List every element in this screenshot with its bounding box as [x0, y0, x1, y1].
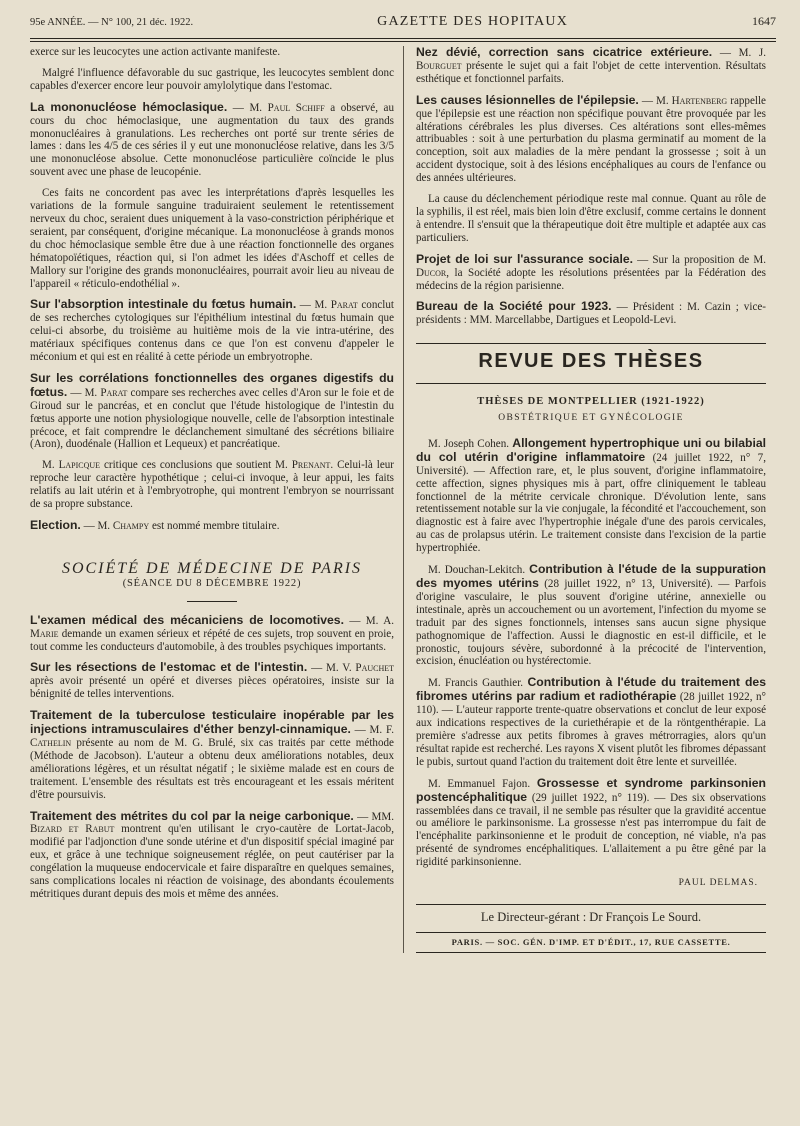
section-title: Nez dévié, correction sans cicatrice extérieure.	[416, 45, 713, 59]
section-title: La mononucléose hémoclasique.	[30, 99, 228, 114]
article-metrites: Traitement des métrites du col par la neige carbonique. — MM. Bizard et Rabut montrent qu'en utilisant le cryo-cautère de Lortat-Jacob, modifié par l'adjonction d'une sonde utérine et d'un dispositif spécial imaginé par eux, et grâce à une technique soigneusement réglée, on peut cautériser par la congélation la muqueuse endocervicale et faire disparaître en quelques semaines, sans complications locales ni réaction de voisinage, des abondants écoulements métritiques durant depuis des mois et même des années.	[30, 808, 395, 900]
paragraph: Ces faits ne concordent pas avec les interprétations d'après lesquelles les variations de la formule sanguine traduiraient seulement le retentissement nerveux du choc, seraient dues uniquement à la vaso-constriction périphérique et seraient, par conséquent, d'origine mécanique. La mononucléose à grands monos du choc hémoclasique semble être due à une réaction fonctionnelle des organes hématopoïétiques, réaction qui, si l'on admet les idées d'Aschoff et celles de Mallory sur l'origine des grands mononucléaires, pourrait avoir lieu au niveau de l'appareil « réticulo-endothélial ».	[30, 187, 394, 290]
article-bureau: Bureau de la Société pour 1923. — Président : M. Cazin ; vice-présidents : MM. Marcellabbe, Dartigues et Leopold-Levi.	[416, 299, 766, 327]
printer-imprint: PARIS. — SOC. GÉN. D'IMP. ET D'ÉDIT., 17, RUE CASSETTE.	[416, 932, 766, 953]
header-rule	[30, 38, 776, 39]
paragraph: Malgré l'influence défavorable du suc gastrique, les leucocytes semblent donc capables d'exercer encore leur pouvoir amylolytique dans l'estomac.	[30, 66, 394, 92]
thesis-entry: M. Douchan-Lekitch. Contribution à l'étude de la suppuration des myomes utérins (28 juillet 1922, n° 13, Université). — Parfois d'origine vasculaire, le plus souvent d'origine utérine, annexielle ou intestinale, après un accouchement ou un avortement, l'infection du myome se traduit par des signes fonctionnels, intenses sans aucun signe physique pathognomique de l'affection. Aussi le diagnostic en est-il difficile, et le pronostic, toujours sévère, subordonné à la précocité de l'intervention, excision, énucléation ou hystérectomie.	[416, 562, 767, 668]
article-absorption: Sur l'absorption intestinale du fœtus humain. — M. Parat conclut de ses recherches cytologiques sur l'épithélium intestinal du fœtus humain que celui-ci absorbe, du troisième au huitième mois de la vie intra-utérine, des matériaux spécifiques contenus dans ce que l'on est convenu d'appeler le méconium et qui est en réalité à cette période un embryotrophe.	[30, 297, 394, 364]
section-title: Les causes lésionnelles de l'épilepsie.	[416, 92, 639, 107]
article-tuberculose: Traitement de la tuberculose testiculaire inopérable par les injections intramusculaires d'éther benzyl-cinnamique. — M. F. Cathelin présente au nom de M. G. Brulé, six cas traités par cette méthode (Méthode de Jacobson). L'auteur a obtenu deux améliorations notables, deux améliorations légères, et un résultat négatif ; le sixième malade est en cours de traitement. L'ensemble des résultats est très encourageant et les essais méritent d'être poursuivis.	[30, 708, 395, 801]
thesis-title: Contribution à l'étude de la suppuration des myomes utérins	[416, 562, 766, 590]
author: M. Francis Gauthier.	[428, 677, 524, 690]
subheading: OBSTÉTRIQUE ET GYNÉCOLOGIE	[498, 413, 684, 424]
thesis-title: Contribution à l'étude du traitement des fibromes utérins par radium et radiothérapie	[416, 675, 766, 704]
author: M. Champy	[97, 520, 150, 532]
author: M. F. Cathelin	[30, 724, 395, 749]
article-mononucleose: La mononucléose hémoclasique. — M. Paul Schiff a observé, au cours du choc hémoclasique, une augmentation du taux des grands mononucléaires à granulations. Les recherches ont porté sur trente séries de lames : dans les 4/5 de ces séries il y eut une mononucléose relative, dans les 3/5 une mononucléose absolue. Cette mononucléose particulière coïncide le plus souvent avec une phase de leucopénie.	[30, 99, 394, 179]
section-title: Projet de loi sur l'assurance sociale.	[416, 251, 633, 266]
thesis-entry: M. Joseph Cohen. Allongement hypertrophique uni ou bilabial du col utérin d'origine inflammatoire (24 juillet 1922, n° 7, Université). — Affection rare, et, le plus souvent, d'origine inflammatoire, cette affection, signes physiques mis à part, offre cliniquement le tableau fonctionnel de la métrite cervicale chronique. D'évolution lente, sans retentissement notable sur la vie conjugale, la fécondité et l'accouchement, son diagnostic est à faire avec l'hypertrophie inégale d'une des parois cervicales, au cas de prolapsus utérin. Le traitement consiste dans l'excision de la partie hypertrophiée.	[416, 435, 766, 555]
two-column-body	[30, 46, 776, 953]
page-number: 1647	[752, 14, 776, 28]
article-resections: Sur les résections de l'estomac et de l'intestin. — M. V. Pauchet après avoir présenté un opéré et diverses pièces opératoires, insiste sur la bénignité de telles interventions.	[30, 660, 395, 701]
session-date: (SÉANCE DU 8 DÉCEMBRE 1922)	[122, 577, 302, 589]
left-column	[30, 46, 404, 953]
article-nez: Nez dévié, correction sans cicatrice extérieure. — M. J. Bourguet présente le sujet qui a fait l'objet de cette intervention. Résultats esthétique et fonctionnel parfaits.	[416, 45, 766, 85]
section-title: Traitement des métrites du col par la neige carbonique.	[30, 808, 354, 823]
section-title: Sur l'absorption intestinale du fœtus humain.	[30, 297, 297, 312]
issue-info: 95e ANNÉE. — N° 100, 21 déc. 1922.	[30, 17, 194, 28]
author: M. Douchan-Lekitch.	[428, 564, 526, 577]
author: Ducor,	[416, 266, 450, 279]
author: M. Paul Schiff	[249, 101, 325, 114]
thesis-title: Allongement hypertrophique uni ou bilabial du col utérin d'origine inflammatoire	[416, 435, 766, 464]
article-election: Election. — M. Champy est nommé membre titulaire.	[30, 518, 280, 532]
paragraph: exerce sur les leucocytes une action activante manifeste.	[30, 46, 281, 58]
right-column	[404, 46, 766, 953]
article-projet-loi: Projet de loi sur l'assurance sociale. — Sur la proposition de M. Ducor, la Société adopte les résolutions présentées par la Fédération des médecins de la région parisienne.	[416, 251, 766, 292]
thesis-title: Grossesse et syndrome parkinsonien postencéphalitique	[416, 775, 766, 804]
revue-title: REVUE DES THÈSES	[478, 350, 704, 373]
author: M. Hartenberg	[655, 94, 728, 107]
article-mecaniciens: L'examen médical des mécaniciens de locomotives. — M. A. Marie demande un examen sérieux et répété de ces sujets, trop souvent en proie, tout comme les conducteurs d'automobile, à des troubles psychiques importants.	[30, 612, 394, 653]
author: M. Lapicque	[42, 459, 101, 472]
section-title: Sur les résections de l'estomac et de l'intestin.	[30, 660, 308, 675]
thesis-entry: M. Francis Gauthier. Contribution à l'étude du traitement des fibromes utérins par radium et radiothérapie (28 juillet 1922, n° 110). — L'auteur rapporte trente-quatre observations et conclut de leur exposé aux indications respectives de la curiethérapie et de la röntgenthérapie. La première s'adresse aux petits fibromes à graves métrorragies, alors qu'un résultat rapide est recherché. Les rayons X visent plutôt les fibromes dépassant le pubis, surtout quand l'action du traitement doit être lente et surveillée.	[416, 675, 766, 768]
section-title: Traitement de la tuberculose testiculaire inopérable par les injections intramusculaires d'éther benzyl-cinnamique.	[30, 708, 394, 737]
author: MM. Bizard et Rabut	[30, 810, 395, 836]
section-title: Sur les corrélations fonctionnelles des organes digestifs du fœtus.	[30, 370, 394, 399]
article-correlations: Sur les corrélations fonctionnelles des organes digestifs du fœtus. — M. Parat compare ses recherches avec celles d'Aron sur le foie et de Giroud sur le pancréas, et en conclut que l'étude histologique de l'intestin du fœtus apporte une notion physiologique nouvelle, celle de l'absorption intestinale précoce, et fait comprendre le déclanchement simultané des sécrétions biliaire (Aron), duodénale (Hallion et Lequeux) et pancréatique.	[30, 370, 395, 451]
revue-banner	[416, 343, 766, 384]
running-header	[30, 14, 776, 36]
signature: PAUL DELMAS.	[678, 878, 758, 889]
author: M. J. Bourguet	[416, 47, 766, 72]
header-rule-thin	[30, 41, 776, 42]
society-title: SOCIÉTÉ DE MÉDECINE DE PARIS	[61, 559, 363, 577]
paragraph: La cause du déclenchement périodique reste mal connue. Quant au rôle de la syphilis, il est réel, mais bien loin d'être exclusif, comme certains le donnent à entendre. Il s'ensuit que la thérapeutique doit être multiple et adaptée aux cas particuliers.	[416, 193, 766, 244]
author: M. Emmanuel Fajon.	[428, 777, 531, 790]
theses-heading: THÈSES DE MONTPELLIER (1921-1922)	[477, 396, 705, 408]
author: M. Parat	[314, 299, 358, 312]
divider	[187, 601, 237, 602]
paragraph: M. Lapicque critique ces conclusions que soutient M. Prenant. Celui-là leur reproche leur caractère hypothétique ; celui-ci invoque, à leur appui, les faits relatifs au lait utérin et à l'embryotrophe, qui montrent l'embryon se nourrissant de sa propre substance.	[30, 459, 394, 511]
section-title: L'examen médical des mécaniciens de locomotives.	[30, 612, 344, 627]
author: M. A. Marie	[30, 614, 394, 640]
thesis-entry: M. Emmanuel Fajon. Grossesse et syndrome parkinsonien postencéphalitique (29 juillet 1922, n° 119). — Des six observations rassemblées dans ce travail, il ne semble pas résulter que la gravidité accentue ou améliore le parkinsonisme. La grossesse n'est pas interrompue du fait de l'encéphalite parkinsonienne et le produit de conception, né viable, n'a pas présenté de syndromes encéphalitiques. L'allaitement a pu être gêné par la rigidité parkinsonienne.	[416, 775, 766, 869]
article-epilepsie: Les causes lésionnelles de l'épilepsie. — M. Hartenberg rappelle que l'épilepsie est une réaction non spécifique pouvant être provoquée par les altérations cérébrales les plus diverses. Ces altérations sont elles-mêmes attribuables : soit à une perturbation du plasma germinatif au moment de la conception, soit aux maladies de la mère pendant la grossesse ; soit à un accident dystocique, soit à des lésions encéphaliques au cours de l'enfance ou des années ultérieures.	[416, 92, 766, 185]
author: Prenant.	[291, 459, 334, 472]
author: M. Joseph Cohen.	[428, 437, 510, 450]
author: M. Parat	[84, 386, 128, 399]
author: M. V. Pauchet	[325, 662, 395, 675]
journal-title: GAZETTE DES HOPITAUX	[377, 14, 568, 29]
directeur-gerant: Le Directeur-gérant : Dr François Le Sourd.	[416, 904, 766, 924]
section-title: Bureau de la Société pour 1923.	[416, 299, 612, 314]
section-title: Election.	[30, 518, 81, 532]
